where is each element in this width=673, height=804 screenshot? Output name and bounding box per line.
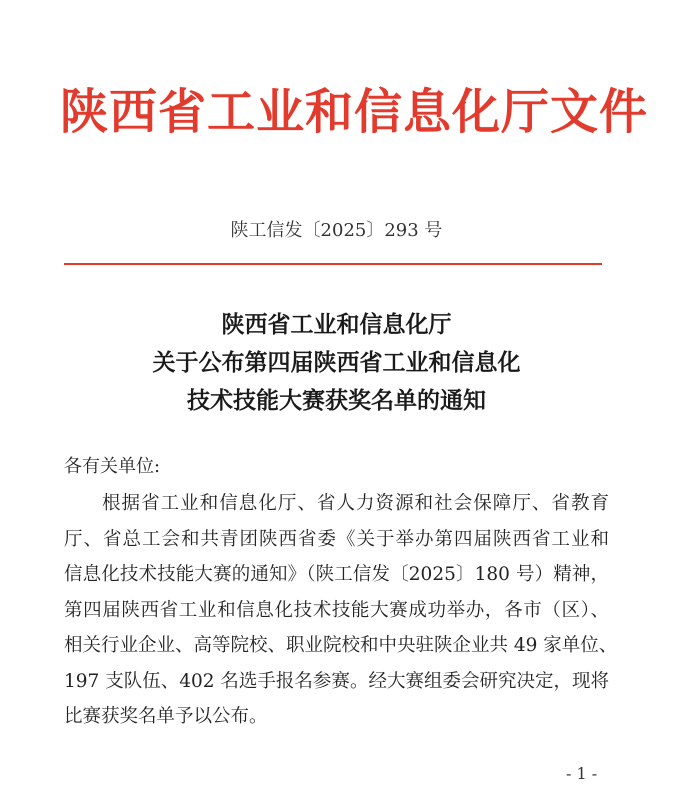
title-line: 关于公布第四届陕西省工业和信息化	[152, 349, 521, 376]
notice-title	[0, 306, 673, 420]
title-line: 技术技能大赛获奖名单的通知	[187, 387, 486, 414]
document-number: 陕工信发〔2025〕293 号	[230, 220, 443, 241]
red-divider-line	[64, 263, 602, 265]
body-line: 信息化技术技能大赛的通知》（陕工信发〔2025〕180 号）精神，	[64, 564, 609, 585]
document-header-title: 陕西省工业和信息化厅文件	[60, 84, 649, 140]
body-line: 第四届陕西省工业和信息化技术技能大赛成功举办，各市（区）、	[64, 599, 609, 621]
body-paragraph	[64, 486, 618, 735]
body-line: 相关行业企业、高等院校、职业院校和中央驻陕企业共 49 家单位、	[64, 635, 618, 656]
body-line: 比赛获奖名单予以公布。	[64, 706, 268, 727]
title-line: 陕西省工业和信息化厅	[221, 311, 452, 338]
body-line: 厅、省总工会和共青团陕西省委《关于举办第四届陕西省工业和	[64, 528, 609, 550]
page-number: - 1 -	[566, 764, 598, 783]
body-line: 根据省工业和信息化厅、省人力资源和社会保障厅、省教育	[102, 493, 609, 514]
salutation: 各有关单位:	[64, 456, 161, 477]
body-line: 197 支队伍、402 名选手报名参赛。经大赛组委会研究决定，现将	[64, 670, 609, 692]
